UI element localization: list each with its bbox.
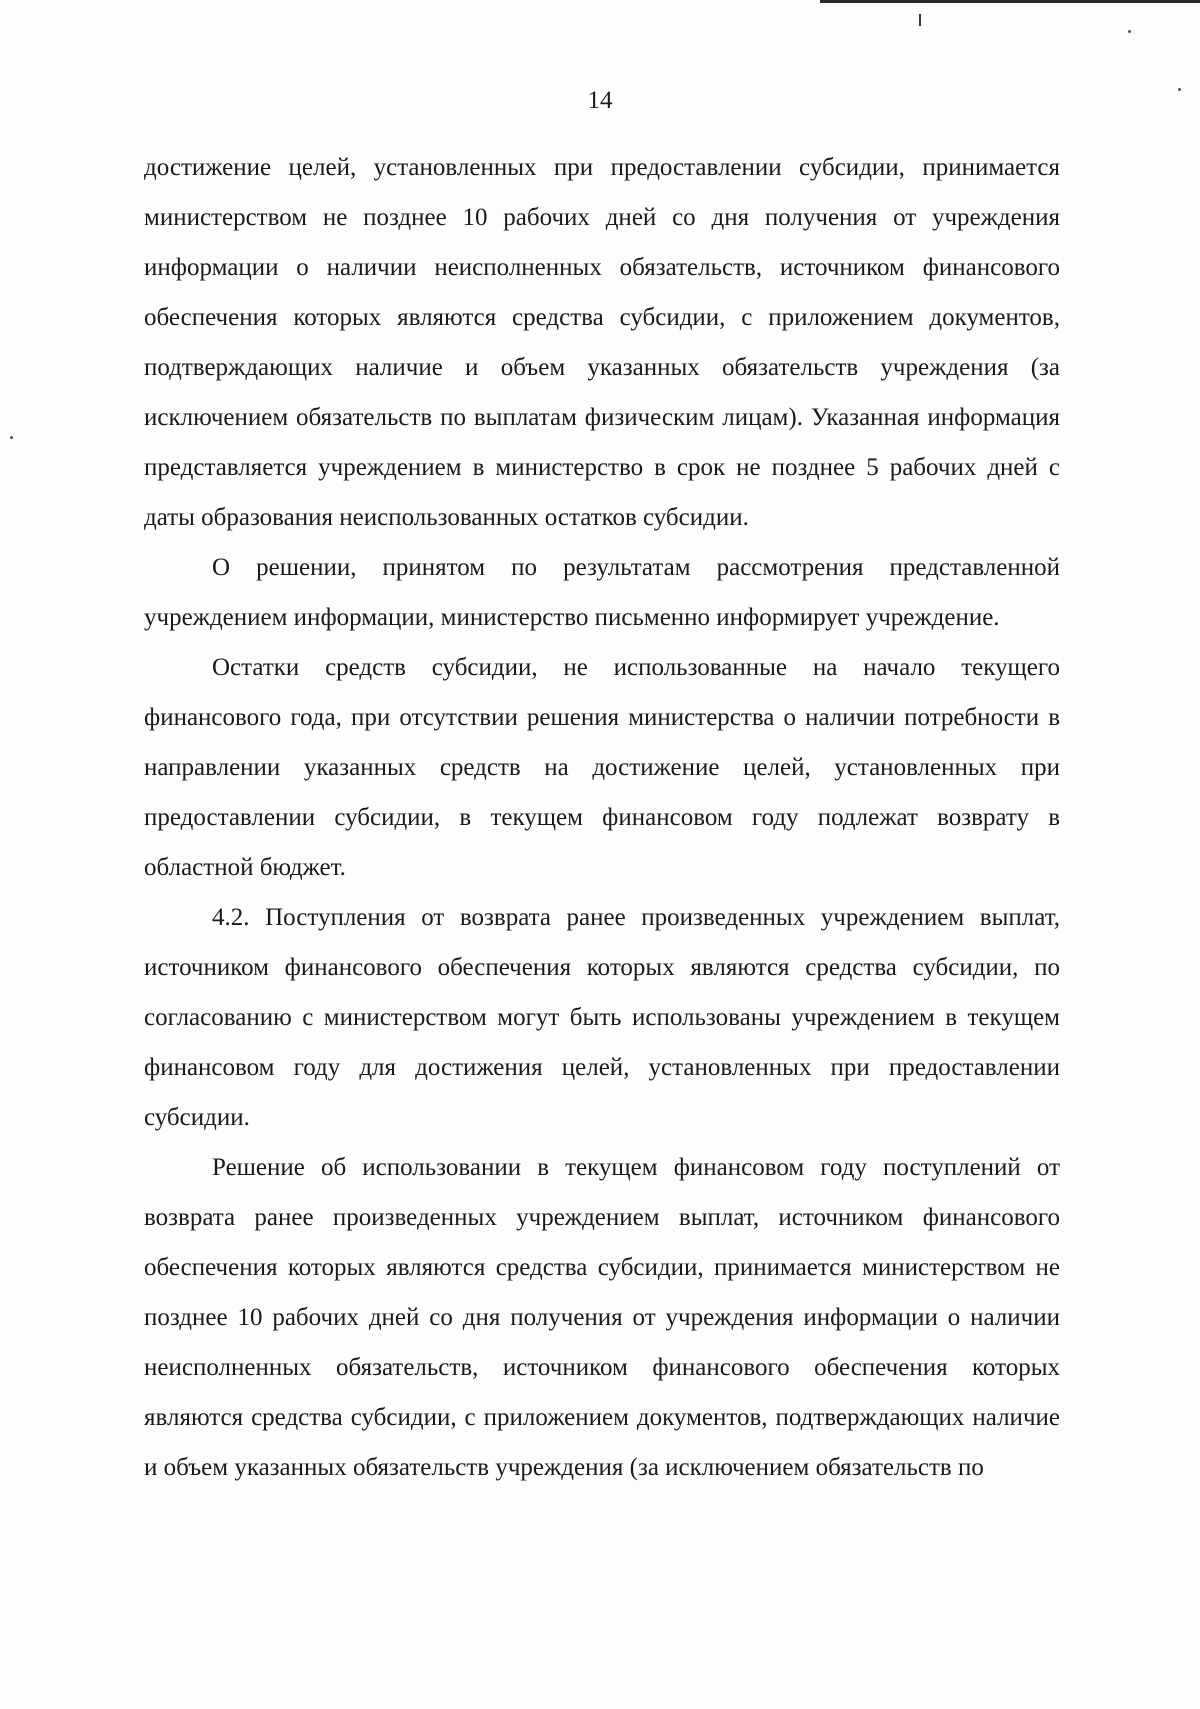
- paragraph: О решении, принятом по результатам рассмотрения представленной учреждением информации, министерство письменно информирует учреждение.: [144, 554, 1060, 631]
- paragraph: достижение целей, установленных при предоставлении субсидии, принимается министерством не позднее 10 рабочих дней со дня получения от учреждения информации о наличии неисполненных обязательств, источником финансового обеспечения которых являются средства субсидии, с приложением документов, подтверждающих наличие и объем указанных обязательств учреждения (за исключением обязательств по выплатам физическим лицам). Указанная информация представляется учреждением в министерство в срок не позднее 5 рабочих дней с даты образования неиспользованных остатков субсидии.: [144, 154, 1060, 531]
- page-number: 14: [587, 87, 613, 114]
- scan-speck: [1128, 30, 1131, 33]
- scan-top-rule: [820, 0, 1200, 3]
- paragraph: Решение об использовании в текущем финансовом году поступлений от возврата ранее произведенных учреждением выплат, источником финансового обеспечения которых являются средства субсидии, принимается министерством не позднее 10 рабочих дней со дня получения от учреждения информации о наличии неисполненных обязательств, источником финансового обеспечения которых являются средства субсидии, с приложением документов, подтверждающих наличие и объем указанных обязательств учреждения (за исключением обязательств по: [144, 1154, 1060, 1481]
- paragraph: Остатки средств субсидии, не использованные на начало текущего финансового года, при отсутствии решения министерства о наличии потребности в направлении указанных средств на достижение целей, установленных при предоставлении субсидии, в текущем финансовом году подлежат возврату в областной бюджет.: [144, 654, 1060, 881]
- document-body: [144, 143, 1060, 1493]
- scan-tick-mark: [919, 14, 921, 26]
- paragraph: 4.2. Поступления от возврата ранее произведенных учреждением выплат, источником финансового обеспечения которых являются средства субсидии, по согласованию с министерством могут быть использованы учреждением в текущем финансовом году для достижения целей, установленных при предоставлении субсидии.: [144, 904, 1060, 1131]
- scan-speck: [10, 436, 13, 439]
